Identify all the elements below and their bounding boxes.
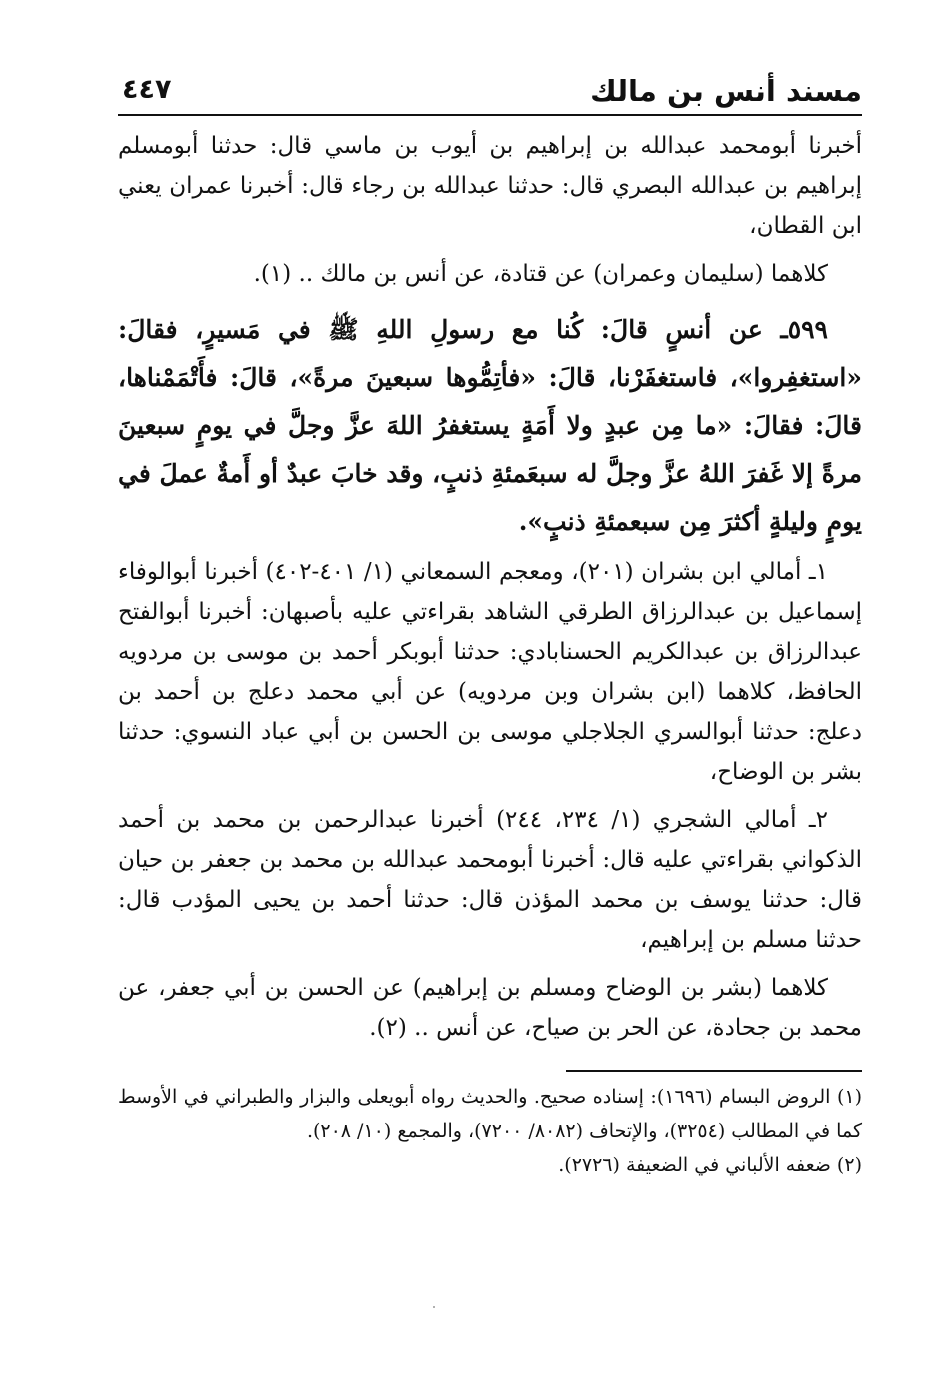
chain-summary-2: كلاهما (بشر بن الوضاح ومسلم بن إبراهيم) عن الحسن بن أبي جعفر، عن محمد بن جحادة، عن الحر بن صياح، عن أنس .. (٢). xyxy=(118,975,862,1041)
page-header xyxy=(118,70,862,116)
footnotes xyxy=(118,1080,862,1182)
source-1: ١ـ أمالي ابن بشران (٢٠١)، ومعجم السمعاني (١/ ٤٠١-٤٠٢) أخبرنا أبوالوفاء إسماعيل بن عبدالرزاق الطرقي الشاهد بقراءتي عليه بأصبهان: أخبرنا أبوالفتح عبدالرزاق بن عبدالكريم الحسنابادي: حدثنا أبوبكر أحمد بن موسى بن مردويه الحافظ، كلاهما (ابن بشران وبن مردويه) عن أبي محمد دعلج بن أحمد بن دعلج: حدثنا أبوالسري الجلاجلي موسى بن الحسن بن أبي عباد النسوي: حدثنا بشر بن الوضاح، xyxy=(118,559,862,785)
scan-speck xyxy=(433,1306,435,1308)
book-page xyxy=(118,70,862,1182)
page-number: ٤٤٧ xyxy=(122,74,172,105)
footnote-divider xyxy=(566,1070,862,1072)
page-body xyxy=(118,126,862,1048)
footnote-1: (١) الروض البسام (١٦٩٦): إسناده صحيح. والحديث رواه أبويعلى والبزار والطبراني في الأوسط كما في المطالب (٣٢٥٤)، والإتحاف (٨٠٨٢/ ٧٢٠٠)، والمجمع (١٠/ ٢٠٨). xyxy=(118,1086,862,1142)
chain-summary: كلاهما (سليمان وعمران) عن قتادة، عن أنس بن مالك .. (١). xyxy=(253,261,828,287)
footnote-2: (٢) ضعفه الألباني في الضعيفة (٢٧٢٦). xyxy=(558,1154,862,1176)
source-2: ٢ـ أمالي الشجري (١/ ٢٣٤، ٢٤٤) أخبرنا عبدالرحمن بن محمد بن أحمد الذكواني بقراءتي عليه قال: أخبرنا أبومحمد عبدالله بن محمد بن جعفر بن حيان قال: حدثنا يوسف بن محمد المؤذن قال: حدثنا أحمد بن يحيى المؤدب قال: حدثنا مسلم بن إبراهيم، xyxy=(118,807,862,953)
chain-paragraph: أخبرنا أبومحمد عبدالله بن إبراهيم بن أيوب بن ماسي قال: حدثنا أبومسلم إبراهيم بن عبدالله البصري قال: حدثنا عبدالله بن رجاء قال: أخبرنا عمران يعني ابن القطان، xyxy=(118,133,862,239)
running-title: مسند أنس بن مالك xyxy=(590,74,862,108)
hadith-text: ٥٩٩ـ عن أنسٍ قالَ: كُنا مع رسولِ اللهِ ﷺ في مَسيرٍ، فقالَ: «استغفِروا»، فاستغفَرْنا، قالَ: «فأتِمُّوها سبعينَ مرةً»، قالَ: فأَتْمَمْناها، قالَ: فقالَ: «ما مِن عبدٍ ولا أَمَةٍ يستغفرُ اللهَ عزَّ وجلَّ في يومٍ سبعينَ مرةً إلا غَفرَ اللهُ عزَّ وجلَّ له سبعَمئةِ ذنبٍ، وقد خابَ عبدٌ أو أَمةٌ عملَ في يومٍ وليلةٍ أكثرَ مِن سبعمئةِ ذنبٍ». xyxy=(118,315,862,536)
